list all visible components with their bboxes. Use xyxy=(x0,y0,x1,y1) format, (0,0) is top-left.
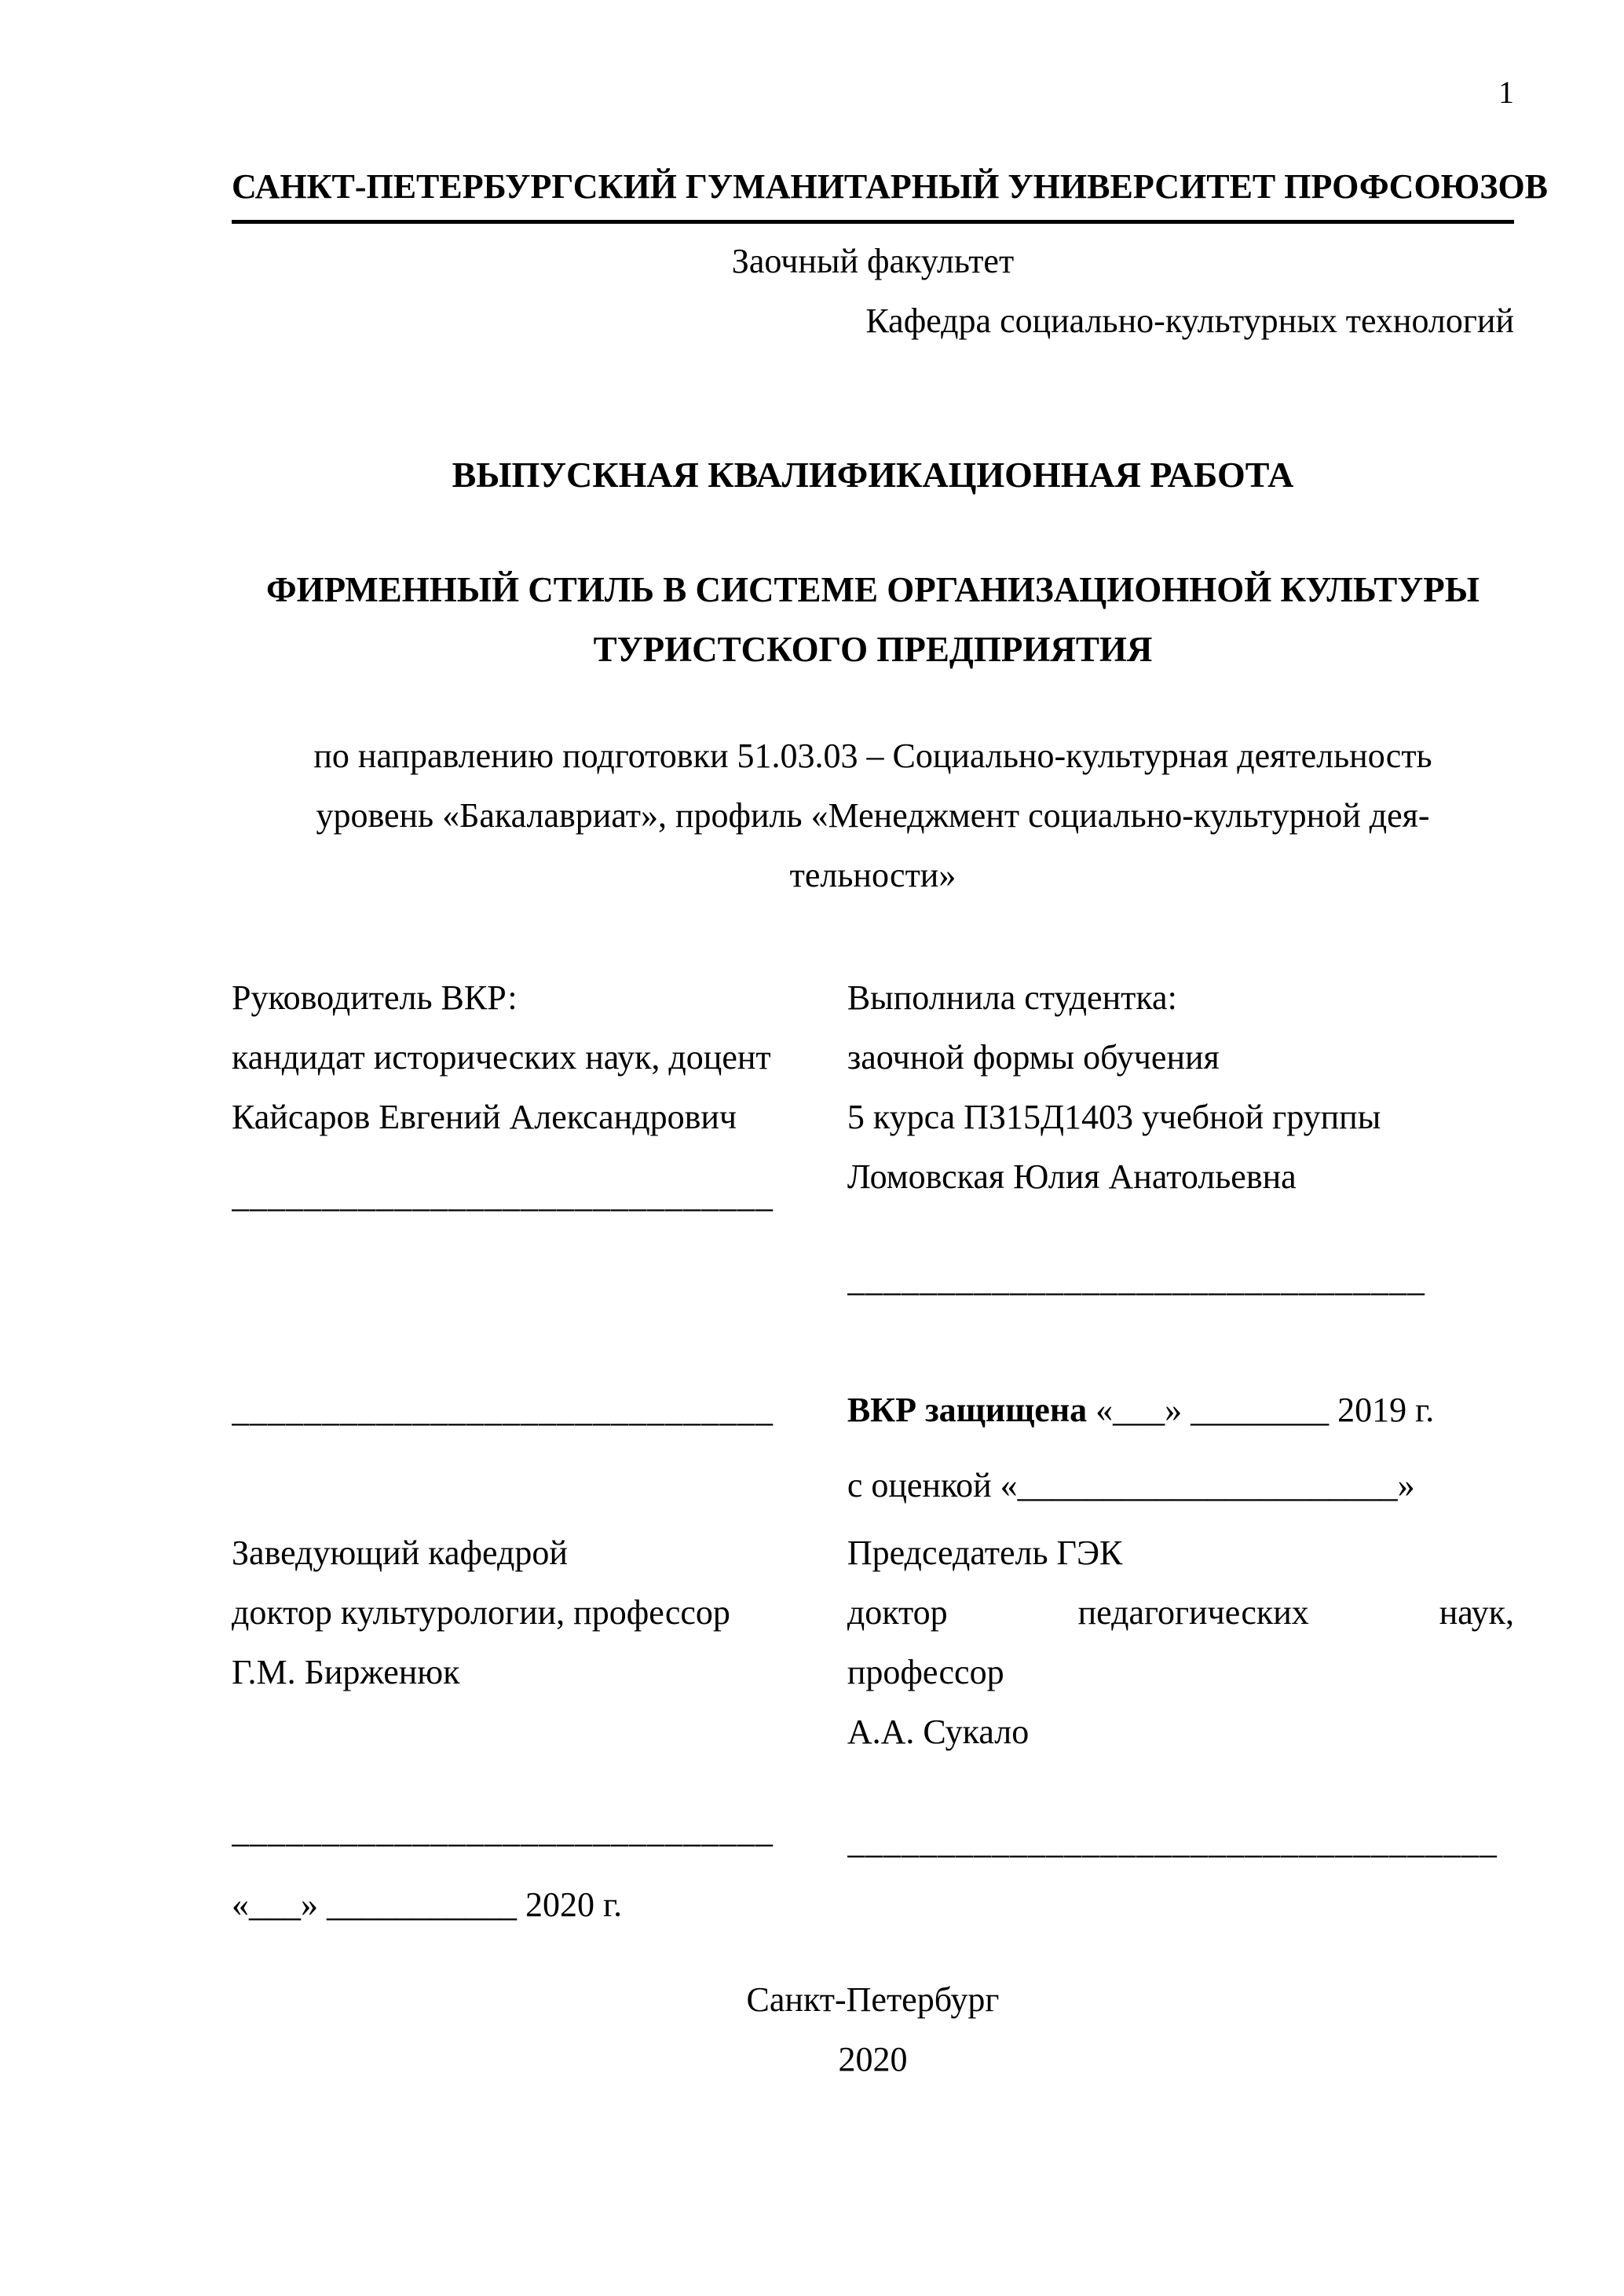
program-info xyxy=(232,726,1514,905)
thesis-topic-line1: ФИРМЕННЫЙ СТИЛЬ В СИСТЕМЕ ОРГАНИЗАЦИОННОЙ КУЛЬТУРЫ xyxy=(266,570,1480,609)
thesis-topic xyxy=(232,560,1514,679)
head-of-department-title: Заведующий кафедрой xyxy=(232,1534,568,1572)
gek-chair-title: Председатель ГЭК xyxy=(847,1534,1123,1572)
student-name: Ломовская Юлия Анатольевна xyxy=(847,1157,1297,1196)
supervisor-student-row xyxy=(232,968,1514,1310)
program-line2: уровень «Бакалавриат», профиль «Менеджмент социально-культурной дея- xyxy=(316,796,1430,835)
supervisor-name: Кайсаров Евгений Александрович xyxy=(232,1098,737,1136)
page-number: 1 xyxy=(1498,75,1514,110)
defense-row xyxy=(232,1380,1514,1515)
gek-chair-degree-line2: профессор xyxy=(847,1653,1004,1691)
program-line3: тельности» xyxy=(789,856,956,894)
gek-chair-block xyxy=(847,1523,1514,1762)
head-of-department-name: Г.М. Бирженюк xyxy=(232,1653,460,1691)
signatures-row xyxy=(232,1801,1514,1935)
defense-right-block xyxy=(847,1380,1514,1515)
defense-left-signature-line: ______________________________ xyxy=(232,1391,774,1429)
student-label: Выполнила студентка: xyxy=(847,978,1177,1017)
gek-signature-line: ____________________________________ xyxy=(847,1823,1498,1861)
head-signature-block xyxy=(232,1801,847,1935)
thesis-topic-line2: ТУРИСТСКОГО ПРЕДПРИЯТИЯ xyxy=(593,630,1153,669)
officials-row xyxy=(232,1523,1514,1762)
supervisor-degree: кандидат исторических наук, доцент xyxy=(232,1038,771,1077)
student-block xyxy=(847,968,1514,1310)
program-line1: по направлению подготовки 51.03.03 – Социально-культурная деятельность xyxy=(313,737,1432,775)
gek-chair-degree-line1: доктор педагогических наук, xyxy=(847,1593,1514,1632)
defense-statement-date: «___» ________ 2019 г. xyxy=(1087,1391,1435,1429)
head-of-department-block xyxy=(232,1523,847,1702)
defense-grade-line: с оценкой «______________________» xyxy=(847,1466,1415,1504)
footer-city: Санкт-Петербург xyxy=(746,1980,1000,2019)
student-group: 5 курса ПЗ15Д1403 учебной группы xyxy=(847,1098,1381,1136)
head-of-department-degree: доктор культурологии, профессор xyxy=(232,1593,730,1632)
supervisor-block xyxy=(232,968,847,1226)
supervisor-signature-line: ______________________________ xyxy=(232,1176,774,1215)
student-signature-line: ________________________________ xyxy=(847,1260,1425,1299)
gek-signature-block xyxy=(847,1801,1514,1872)
student-study-form: заочной формы обучения xyxy=(847,1038,1220,1077)
footer-block xyxy=(232,1970,1514,2089)
faculty-name: Заочный факультет xyxy=(731,242,1015,280)
supervisor-label: Руководитель ВКР: xyxy=(232,978,518,1017)
work-type-title: ВЫПУСКНАЯ КВАЛИФИКАЦИОННАЯ РАБОТА xyxy=(452,455,1294,495)
head-signature-date-line: «___» ___________ 2020 г. xyxy=(232,1885,623,1924)
defense-statement-label: ВКР защищена xyxy=(847,1391,1088,1429)
footer-year: 2020 xyxy=(838,2040,908,2078)
defense-statement xyxy=(847,1380,1514,1440)
university-name: САНКТ-ПЕТЕРБУРГСКИЙ ГУМАНИТАРНЫЙ УНИВЕРСИТЕТ ПРОФСОЮЗОВ xyxy=(232,165,1514,224)
head-signature-line: ______________________________ xyxy=(232,1812,774,1850)
defense-left-block xyxy=(232,1380,847,1440)
gek-chair-name: А.А. Сукало xyxy=(847,1713,1030,1751)
department-name: Кафедра социально-культурных технологий xyxy=(865,302,1514,340)
